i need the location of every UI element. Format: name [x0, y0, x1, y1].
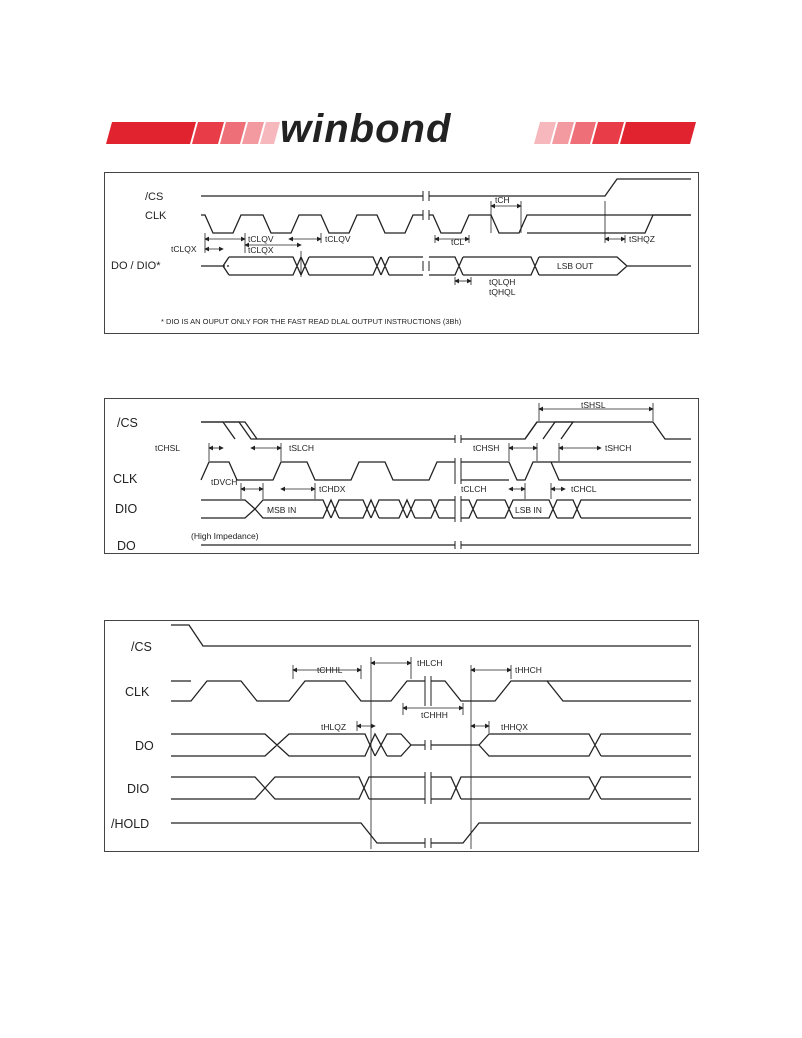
timing-tchsl: tCHSL: [155, 443, 181, 453]
cs-label: /CS: [131, 640, 152, 654]
clk-waveform: [201, 462, 691, 480]
do-label: DO: [135, 739, 154, 753]
timing-tclqv-2: tCLQV: [325, 234, 351, 244]
timing-tclch: tCLCH: [461, 484, 487, 494]
timing-tclqv-1: tCLQV: [248, 234, 274, 244]
timing-tshch: tSHCH: [605, 443, 632, 453]
timing-tchhl: tCHHL: [317, 665, 343, 675]
logo-right-stripes: [534, 122, 696, 144]
high-impedance-label: (High Impedance): [191, 531, 259, 541]
timing-tchdx: tCHDX: [319, 484, 346, 494]
timing-tchsh: tCHSH: [473, 443, 500, 453]
timing-tshsl: tSHSL: [581, 400, 606, 410]
timing-tcl: tCL: [451, 237, 465, 247]
timing-tchhh: tCHHH: [421, 710, 448, 720]
clk-waveform: [201, 215, 691, 233]
clk-label: CLK: [125, 685, 150, 699]
output-timing-diagram: [104, 172, 699, 334]
logo-left-stripes: [106, 122, 280, 144]
timing-tshqz: tSHQZ: [629, 234, 655, 244]
clk-label: CLK: [113, 472, 138, 486]
dio-label: DIO: [115, 502, 138, 516]
clk-label: CLK: [145, 210, 167, 222]
timing-tchcl: tCHCL: [571, 484, 597, 494]
timing-tch: tCH: [495, 195, 510, 205]
timing-tqhql: tQHQL: [489, 287, 516, 297]
hold-label: /HOLD: [111, 817, 150, 831]
timing-tclqx-2: tCLQX: [248, 245, 274, 255]
input-timing-diagram: [104, 398, 699, 554]
lsb-in-label: LSB IN: [515, 505, 542, 515]
timing-tclqx-1: tCLQX: [171, 244, 197, 254]
timing-thhch: tHHCH: [515, 665, 542, 675]
dio-label: DIO: [127, 782, 150, 796]
do-label: DO: [117, 539, 136, 553]
msb-in-label: MSB IN: [267, 505, 297, 515]
timing-thhqx: tHHQX: [501, 722, 528, 732]
timing-thlqz: tHLQZ: [321, 722, 347, 732]
do-waveform: [201, 257, 691, 275]
cs-label: /CS: [117, 416, 138, 430]
hold-timing-diagram: [104, 620, 699, 852]
diagram1-footnote: * DIO IS AN OUPUT ONLY FOR THE FAST READ DLAL OUTPUT INSTRUCTIONS (3Bh): [161, 317, 462, 326]
timing-tdvch: tDVCH: [211, 477, 238, 487]
lsb-out-label: LSB OUT: [557, 261, 594, 271]
cs-label: /CS: [145, 191, 164, 203]
cs-waveform: [171, 625, 691, 646]
timing-tqlqh: tQLQH: [489, 277, 516, 287]
cs-waveform: [201, 179, 691, 196]
do-label: DO / DIO*: [111, 260, 161, 272]
timing-tslch: tSLCH: [289, 443, 315, 453]
cs-waveform: [201, 422, 691, 439]
winbond-logo: [100, 108, 700, 148]
logo-wordmark: winbond: [280, 108, 452, 148]
timing-thlch: tHLCH: [417, 658, 443, 668]
